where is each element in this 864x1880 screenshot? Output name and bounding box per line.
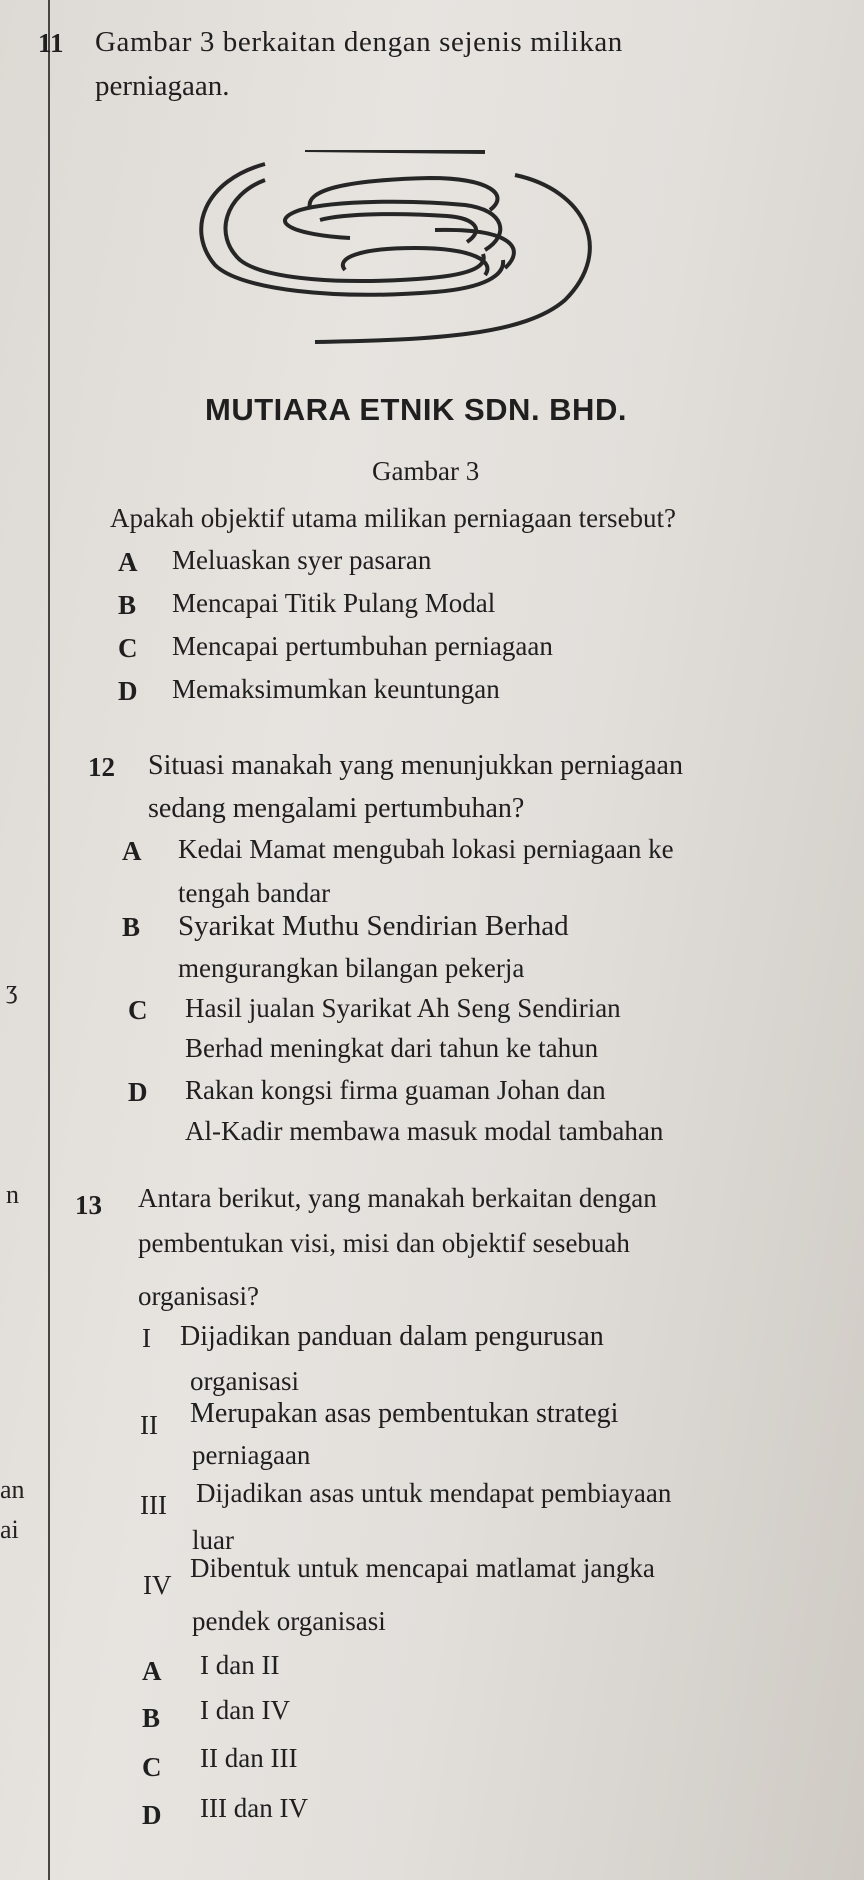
q11-question: Apakah objektif utama milikan perniagaan tersebut?: [110, 503, 677, 533]
option-text: tengah bandar: [178, 878, 331, 908]
statement-text: Dibentuk untuk mencapai matlamat jangka: [190, 1553, 655, 1583]
option-letter: A: [142, 1656, 162, 1686]
option-text: Hasil jualan Syarikat Ah Seng Sendirian: [185, 993, 621, 1023]
figure-caption: Gambar 3: [372, 456, 480, 486]
question-number-12: 12: [88, 752, 115, 782]
statement-numeral: I: [142, 1323, 151, 1353]
margin-mark: n: [6, 1180, 19, 1209]
option-text: Kedai Mamat mengubah lokasi perniagaan ke: [178, 834, 674, 864]
margin-mark: ʒ: [6, 975, 18, 1004]
option-text: Mencapai pertumbuhan perniagaan: [172, 631, 553, 661]
option-text: III dan IV: [200, 1793, 308, 1823]
option-text: Al-Kadir membawa masuk modal tambahan: [185, 1116, 664, 1146]
company-name: MUTIARA ETNIK SDN. BHD.: [205, 392, 627, 427]
q11-stem-line1: Gambar 3 berkaitan dengan sejenis milikan: [95, 26, 623, 58]
option-letter: D: [128, 1077, 148, 1107]
statement-text: organisasi: [190, 1366, 299, 1396]
option-letter: C: [128, 995, 148, 1025]
option-text: Meluaskan syer pasaran: [172, 545, 432, 575]
option-text: II dan III: [200, 1743, 298, 1773]
q12-stem-line2: sedang mengalami pertumbuhan?: [148, 793, 525, 824]
option-letter: D: [118, 676, 138, 706]
statement-text: Dijadikan asas untuk mendapat pembiayaan: [196, 1478, 672, 1508]
option-text: Syarikat Muthu Sendirian Berhad: [178, 910, 569, 942]
option-letter: B: [118, 590, 137, 620]
option-letter: C: [118, 633, 138, 663]
option-text: Rakan kongsi firma guaman Johan dan: [185, 1075, 606, 1105]
option-text: I dan II: [200, 1650, 280, 1680]
statement-text: perniagaan: [192, 1440, 311, 1470]
margin-mark: ai: [0, 1515, 19, 1544]
margin-mark: an: [0, 1475, 25, 1504]
option-letter: A: [122, 836, 142, 866]
statement-numeral: II: [140, 1410, 158, 1440]
option-letter: B: [122, 912, 141, 942]
option-letter: B: [142, 1703, 161, 1733]
option-text: Mencapai Titik Pulang Modal: [172, 588, 496, 618]
option-letter: C: [142, 1752, 162, 1782]
mutiara-etnik-logo-icon: [185, 150, 655, 380]
option-text: Memaksimumkan keuntungan: [172, 674, 500, 704]
q13-stem-line1: Antara berikut, yang manakah berkaitan dengan: [138, 1183, 657, 1213]
statement-numeral: IV: [143, 1570, 172, 1600]
statement-text: pendek organisasi: [192, 1606, 386, 1636]
statement-numeral: III: [140, 1490, 167, 1520]
q11-stem-line2: perniagaan.: [95, 70, 230, 102]
option-letter: D: [142, 1800, 162, 1830]
q13-stem-line3: organisasi?: [138, 1281, 259, 1311]
option-letter: A: [118, 547, 138, 577]
left-margin-line: [48, 0, 50, 1880]
q13-stem-line2: pembentukan visi, misi dan objektif sesebuah: [138, 1228, 630, 1258]
statement-text: Dijadikan panduan dalam pengurusan: [180, 1321, 604, 1352]
statement-text: Merupakan asas pembentukan strategi: [190, 1398, 619, 1429]
question-number-13: 13: [75, 1190, 102, 1220]
question-number-11: 11: [38, 28, 64, 58]
option-text: I dan IV: [200, 1695, 290, 1725]
option-text: mengurangkan bilangan pekerja: [178, 953, 525, 983]
option-text: Berhad meningkat dari tahun ke tahun: [185, 1033, 599, 1063]
q12-stem-line1: Situasi manakah yang menunjukkan perniagaan: [148, 750, 683, 781]
statement-text: luar: [192, 1525, 234, 1555]
